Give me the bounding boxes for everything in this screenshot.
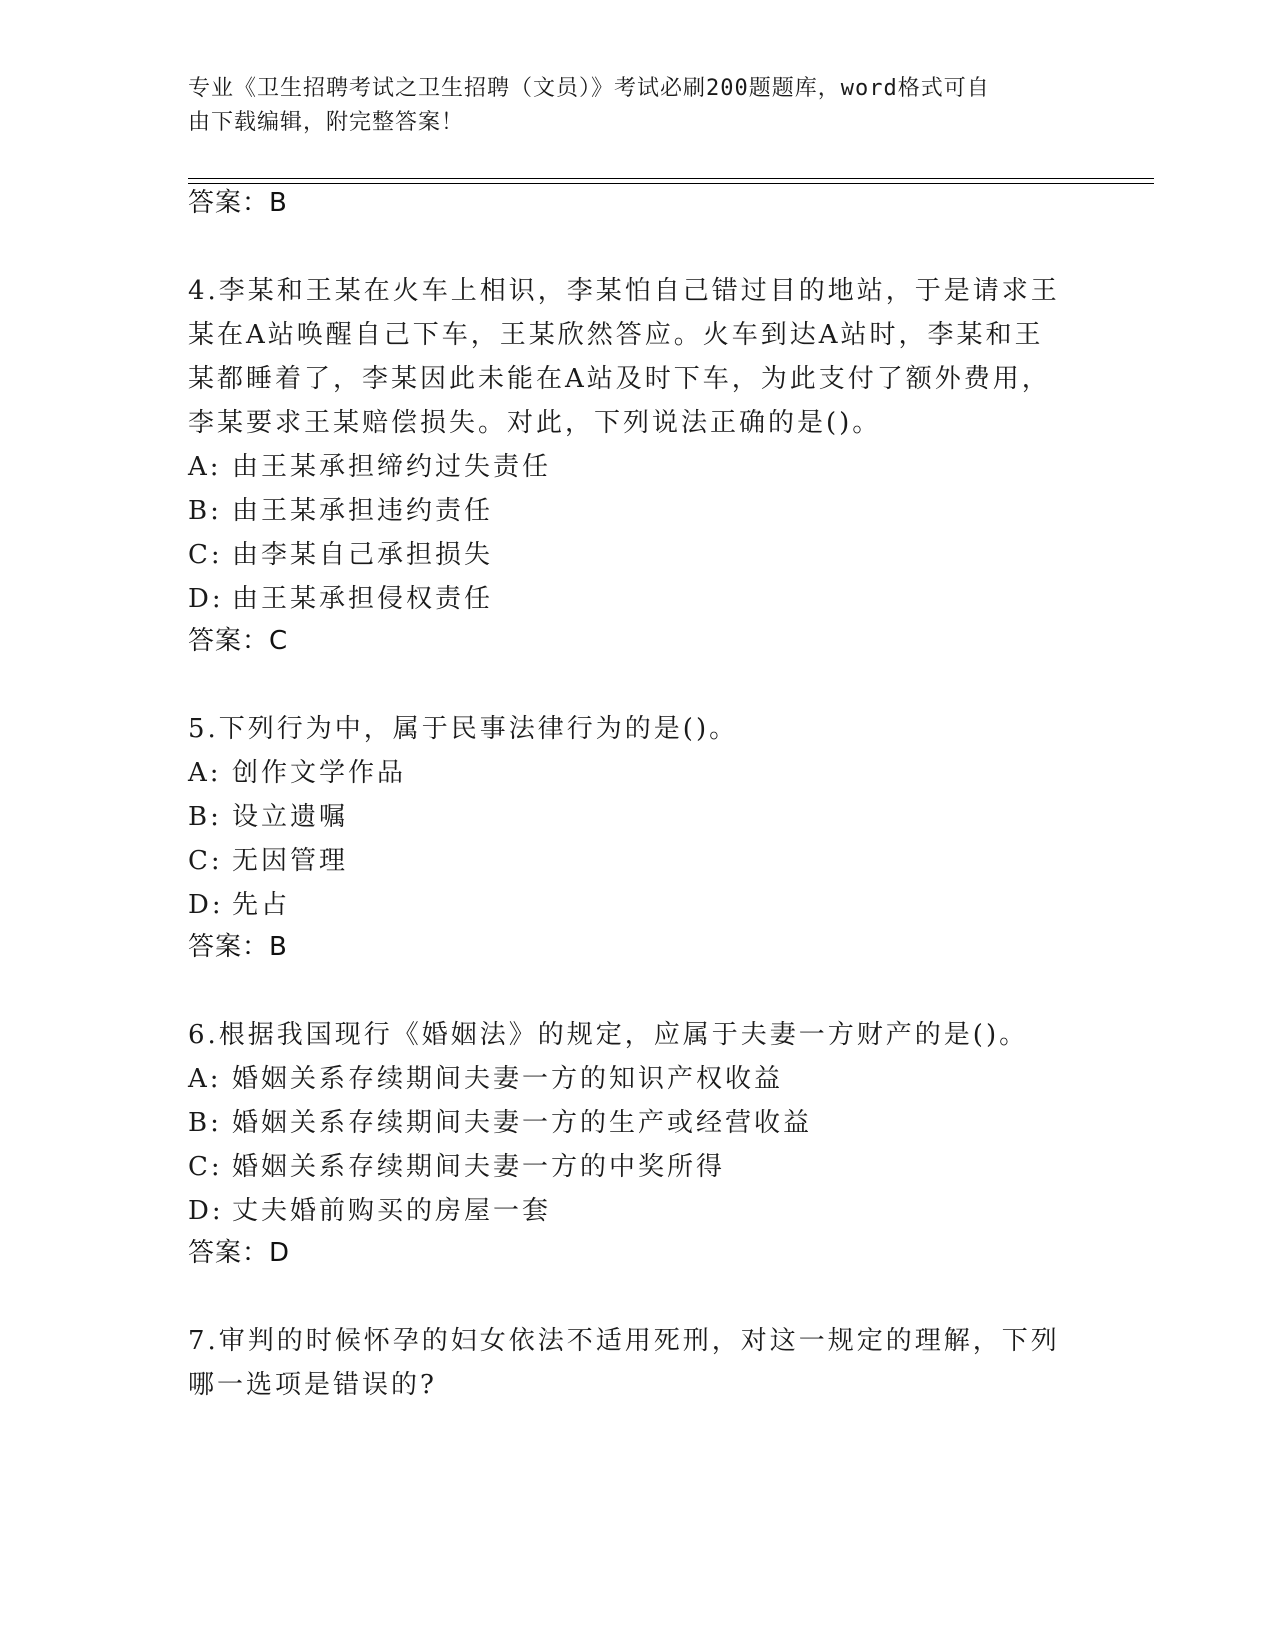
option-text: 创作文学作品: [232, 758, 407, 788]
option-text: 无因管理: [232, 846, 349, 876]
option-letter: D:: [188, 890, 224, 920]
question-6-line-1: 6.根据我国现行《婚姻法》的规定，应属于夫妻一方财产的是()。: [188, 1020, 1029, 1050]
option-letter: D:: [188, 584, 224, 614]
question-6-option-c: [188, 1150, 725, 1184]
option-text: 由王某承担侵权责任: [232, 584, 494, 614]
option-text: 婚姻关系存续期间夫妻一方的生产或经营收益: [232, 1108, 813, 1138]
question-5-option-b: [188, 800, 348, 834]
question-4-line-4: 李某要求王某赔偿损失。对此，下列说法正确的是()。: [188, 408, 882, 438]
question-6-option-d: [188, 1194, 551, 1228]
answer-q5: 答案：B: [188, 932, 288, 962]
question-4-option-d: [188, 582, 493, 616]
question-5-line-1: 5.下列行为中，属于民事法律行为的是()。: [188, 714, 739, 744]
question-5-option-c: [188, 844, 348, 878]
option-letter: C:: [188, 1152, 223, 1182]
option-letter: B:: [188, 1108, 222, 1138]
option-letter: C:: [188, 540, 223, 570]
header-divider-bottom: [188, 183, 1154, 184]
question-5-option-a: [188, 756, 406, 790]
option-text: 由王某承担缔约过失责任: [232, 452, 552, 482]
question-4-line-1: 4.李某和王某在火车上相识，李某怕自己错过目的地站，于是请求王: [188, 276, 1060, 306]
question-4-option-b: [188, 494, 493, 528]
answer-q3: 答案：B: [188, 188, 288, 218]
question-4-line-3: 某都睡着了，李某因此未能在A站及时下车，为此支付了额外费用，: [188, 364, 1051, 394]
document-header: [188, 72, 1068, 140]
option-text: 婚姻关系存续期间夫妻一方的知识产权收益: [232, 1064, 784, 1094]
question-7-line-1: 7.审判的时候怀孕的妇女依法不适用死刑，对这一规定的理解，下列: [188, 1326, 1060, 1356]
answer-q4: 答案：C: [188, 626, 289, 656]
option-text: 丈夫婚前购买的房屋一套: [232, 1196, 552, 1226]
question-5-option-d: [188, 888, 290, 922]
option-text: 由李某自己承担损失: [232, 540, 494, 570]
option-letter: D:: [188, 1196, 224, 1226]
question-6-option-b: [188, 1106, 812, 1140]
option-text: 设立遗嘱: [232, 802, 349, 832]
question-6-option-a: [188, 1062, 783, 1096]
option-text: 婚姻关系存续期间夫妻一方的中奖所得: [232, 1152, 726, 1182]
header-line-2: 由下载编辑，附完整答案！: [188, 110, 465, 135]
header-divider-top: [188, 178, 1154, 179]
question-7-line-2: 哪一选项是错误的?: [188, 1370, 437, 1400]
header-line-1: 专业《卫生招聘考试之卫生招聘（文员）》考试必刷200题题库，word格式可自: [188, 76, 990, 101]
option-text: 由王某承担违约责任: [232, 496, 494, 526]
question-4-option-c: [188, 538, 493, 572]
option-text: 先占: [232, 890, 291, 920]
answer-q6: 答案：D: [188, 1238, 291, 1268]
option-letter: B:: [188, 496, 222, 526]
option-letter: A:: [188, 1064, 222, 1094]
option-letter: A:: [188, 452, 222, 482]
option-letter: C:: [188, 846, 223, 876]
question-4-option-a: [188, 450, 551, 484]
question-4-line-2: 某在A站唤醒自己下车，王某欣然答应。火车到达A站时，李某和王: [188, 320, 1044, 350]
option-letter: A:: [188, 758, 222, 788]
option-letter: B:: [188, 802, 222, 832]
